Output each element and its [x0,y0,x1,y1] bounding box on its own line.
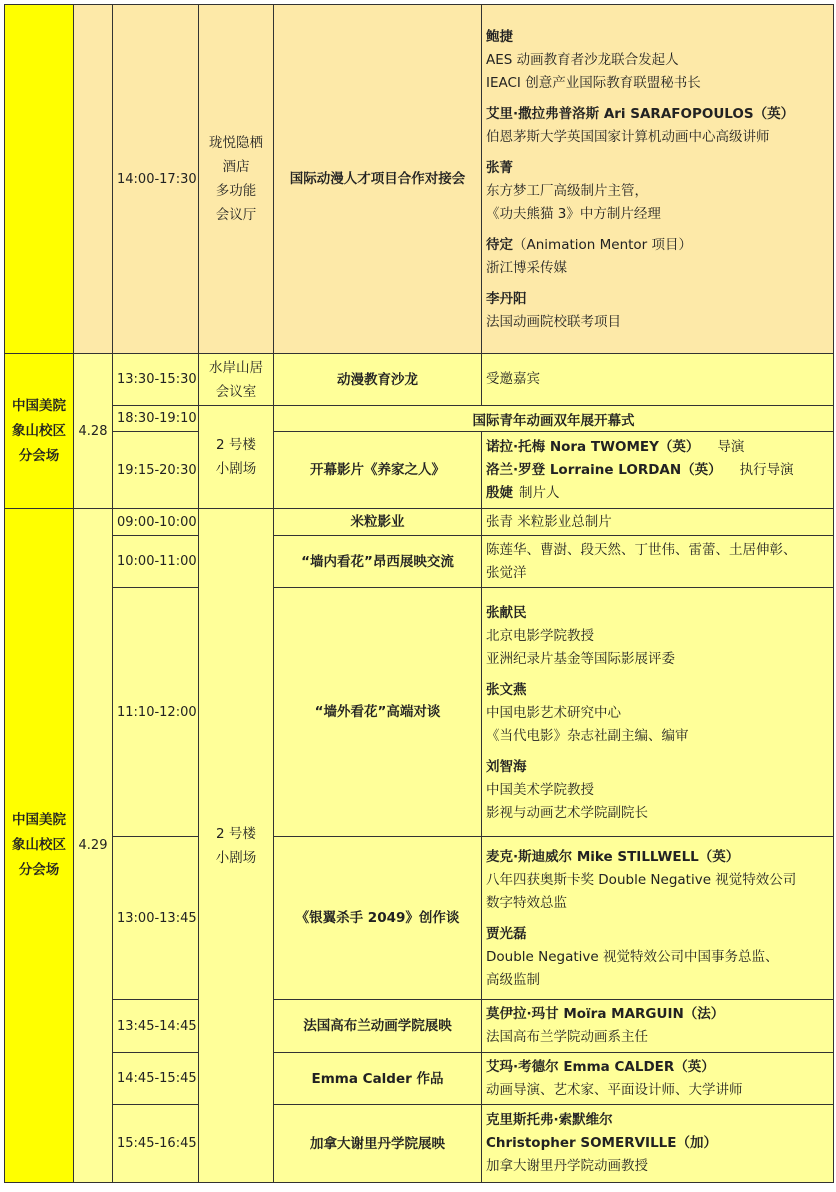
guest-title: 动画导演、艺术家、平面设计师、大学讲师 [486,1081,743,1098]
guest-entry [486,26,831,95]
guest-name: 刘智海 [486,758,527,775]
event-cell: 《银翼杀手 2049》创作谈 [274,837,482,1000]
guest-entry [486,459,831,482]
guest-title: 《功夫熊猫 3》中方制片经理 [486,206,661,222]
guest-names-line: 陈莲华、曹澍、段天然、丁世伟、雷蕾、土居伸彰、 [486,541,797,558]
guest-cell [482,536,834,588]
time-cell: 19:15-20:30 [113,432,199,509]
guest-cell [482,1000,834,1053]
guest-title: 八年四获奥斯卡奖 Double Negative 视觉特效公司 [486,872,797,888]
guest-title: 高级监制 [486,972,540,988]
table-row [5,509,834,536]
event-cell: “墙外看花”高端对谈 [274,588,482,837]
time-cell: 09:00-10:00 [113,509,199,536]
guest-entry [486,482,831,505]
guest-title: 伯恩茅斯大学英国国家计算机动画中心高级讲师 [486,129,770,145]
event-cell: 开幕影片《养家之人》 [274,432,482,509]
guest-title: 《当代电影》杂志社副主编、编审 [486,727,689,744]
place-line: 会议室 [215,383,257,400]
guest-name: 艾玛·考德尔 Emma CALDER（英） [486,1058,715,1075]
time-cell: 14:00-17:30 [113,5,199,354]
guest-entry [486,157,831,226]
event-cell: 国际动漫人才项目合作对接会 [274,5,482,354]
guest-name: 待定 [486,237,513,253]
place-line: 会议厅 [215,207,257,223]
schedule-table [4,4,834,1183]
guest-entry [486,679,831,748]
time-cell: 13:00-13:45 [113,837,199,1000]
guest-name: 殷婕 [486,484,513,501]
venue-line: 中国美院 [12,812,66,828]
time-cell: 13:30-15:30 [113,354,199,406]
place-line: 2 号楼 [216,437,256,453]
guest-cell: 张青 米粒影业总制片 [482,509,834,536]
guest-cell [482,1053,834,1105]
guest-entry [486,288,831,334]
table-row [5,432,834,509]
table-row [5,536,834,588]
guest-title: IEACI 创意产业国际教育联盟秘书长 [486,75,701,91]
venue-line: 中国美院 [12,397,66,414]
guest-entry [486,103,831,149]
guest-name: 洛兰·罗登 Lorraine LORDAN（英） [486,461,722,478]
place-cell [199,509,274,1183]
time-cell: 14:45-15:45 [113,1053,199,1105]
guest-cell: 受邀嘉宾 [482,354,834,406]
time-cell: 15:45-16:45 [113,1105,199,1183]
guest-cell [482,432,834,509]
table-row [5,1053,834,1105]
guest-title: 加拿大谢里丹学院动画教授 [486,1158,648,1174]
time-cell: 11:10-12:00 [113,588,199,837]
guest-cell [482,5,834,354]
event-cell: Emma Calder 作品 [274,1053,482,1105]
table-row [5,5,834,354]
guest-title: AES 动画教育者沙龙联合发起人 [486,52,679,68]
venue-line: 分会场 [18,447,60,464]
guest-cell [482,1105,834,1183]
guest-entry [486,234,831,280]
place-line: 2 号楼 [216,825,256,842]
place-line: 水岸山居 [209,359,263,376]
venue-line: 象山校区 [12,837,66,853]
place-cell [199,354,274,406]
place-line: 多功能 [215,183,257,199]
guest-cell [482,837,834,1000]
date-cell: 4.29 [74,509,113,1183]
place-cell [199,406,274,509]
guest-cell [482,588,834,837]
guest-entry [486,436,831,459]
time-cell: 13:45-14:45 [113,1000,199,1053]
date-cell: 4.28 [74,354,113,509]
event-cell: 加拿大谢里丹学院展映 [274,1105,482,1183]
guest-title: Double Negative 视觉特效公司中国事务总监、 [486,949,779,965]
table-row [5,588,834,837]
guest-project: （Animation Mentor 项目） [513,237,693,253]
guest-name: 张菁 [486,160,513,176]
guest-name: 艾里·撒拉弗普洛斯 Ari SARAFOPOULOS（英） [486,106,795,122]
guest-entry [486,756,831,825]
time-cell: 10:00-11:00 [113,536,199,588]
place-line: 酒店 [222,159,250,175]
event-cell: “墙内看花”昂西展映交流 [274,536,482,588]
venue-cell [5,5,74,354]
guest-name: 张献民 [486,604,527,621]
guest-name: 克里斯托弗·索默维尔 [486,1112,613,1128]
guest-role: 制片人 [519,484,560,501]
guest-title: 浙江博采传媒 [486,260,567,276]
time-cell: 18:30-19:10 [113,406,199,432]
table-row [5,837,834,1000]
event-cell: 米粒影业 [274,509,482,536]
guest-name: 贾光磊 [486,926,527,942]
guest-name: 莫伊拉·玛甘 Moïra MARGUIN（法） [486,1006,725,1022]
table-row [5,406,834,432]
guest-role: 导演 [717,438,745,455]
guest-name: 鲍捷 [486,29,513,45]
guest-name: 张文燕 [486,681,527,698]
place-line: 小剧场 [215,849,257,866]
guest-name: 诺拉·托梅 Nora TWOMEY（英） [486,438,700,455]
guest-names-line: 张觉洋 [486,564,527,581]
place-line: 珑悦隐栖 [209,135,263,151]
guest-title: 法国高布兰学院动画系主任 [486,1029,648,1045]
guest-entry [486,923,831,992]
venue-line: 象山校区 [12,422,66,439]
guest-entry [486,846,831,915]
guest-role: 执行导演 [739,461,794,478]
event-cell: 动漫教育沙龙 [274,354,482,406]
guest-title: 影视与动画艺术学院副院长 [486,804,648,821]
guest-title: 数字特效总监 [486,895,567,911]
event-cell: 法国高布兰动画学院展映 [274,1000,482,1053]
date-cell [74,5,113,354]
venue-cell [5,354,74,509]
guest-name: 李丹阳 [486,291,527,307]
venue-line: 分会场 [18,862,60,878]
venue-cell [5,509,74,1183]
table-row [5,354,834,406]
table-row [5,1105,834,1183]
guest-title: 中国电影艺术研究中心 [486,704,621,721]
guest-title: 北京电影学院教授 [486,627,594,644]
guest-title: 亚洲纪录片基金等国际影展评委 [486,650,675,667]
guest-title: 法国动画院校联考项目 [486,314,621,330]
table-row [5,1000,834,1053]
place-line: 小剧场 [215,461,257,477]
guest-name: 麦克·斯迪威尔 Mike STILLWELL（英） [486,849,740,865]
guest-title: 中国美术学院教授 [486,781,594,798]
guest-title: 东方梦工厂高级制片主管， [486,183,648,199]
place-cell [199,5,274,354]
guest-name-line [486,234,831,257]
guest-name-en: Christopher SOMERVILLE（加） [486,1135,718,1151]
ceremony-banner: 国际青年动画双年展开幕式 [274,406,834,432]
guest-entry [486,602,831,671]
